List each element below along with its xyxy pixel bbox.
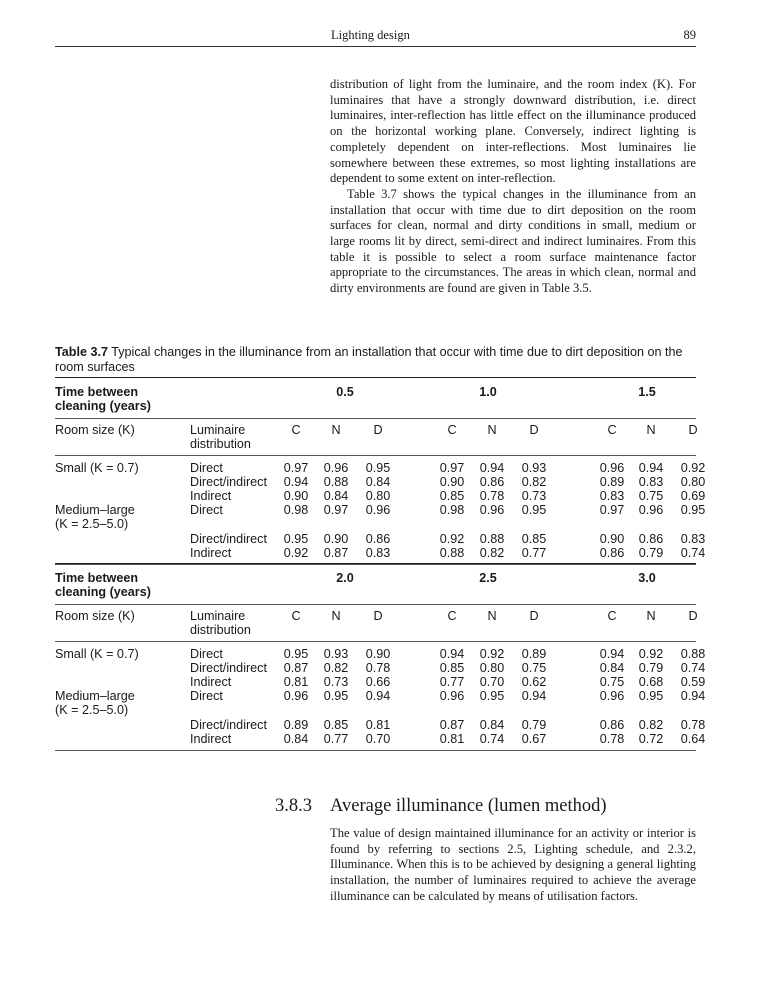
condition-header-n: N — [646, 609, 656, 623]
value-cell: 0.97 — [323, 503, 349, 517]
value-cell: 0.59 — [680, 675, 706, 689]
section-heading — [275, 796, 705, 817]
condition-header-c: C — [607, 423, 617, 437]
value-cell: 0.80 — [479, 661, 505, 675]
paragraph-1: distribution of light from the luminaire, and the room index (K). For luminaires that have a strongly downward distribution, i.e. direct luminaires, inter-reflection has little effect on the illuminance produced on the horizontal working plane. Conversely, indirect lighting is completely dependent on inter-reflections. Most luminaires lie somewhere between these extremes, so most lighting installations are dependent to some extent on inter-reflection. — [330, 77, 696, 186]
value-cell: 0.77 — [521, 546, 547, 560]
value-cell: 0.89 — [521, 647, 547, 661]
header-rule — [55, 46, 696, 47]
table-rule-bottom — [55, 564, 696, 565]
value-cell: 0.96 — [439, 689, 465, 703]
value-cell: 0.82 — [323, 661, 349, 675]
value-cell: 0.92 — [479, 647, 505, 661]
value-cell: 0.96 — [479, 503, 505, 517]
table-rule-mid — [55, 455, 696, 456]
table-rule-mid — [55, 604, 696, 605]
value-cell: 0.94 — [365, 689, 391, 703]
value-cell: 0.82 — [521, 475, 547, 489]
value-cell: 0.90 — [365, 647, 391, 661]
value-cell: 0.90 — [283, 489, 309, 503]
period-header: 1.5 — [638, 385, 656, 399]
value-cell: 0.94 — [599, 647, 625, 661]
value-cell: 0.95 — [365, 461, 391, 475]
value-cell: 0.84 — [479, 718, 505, 732]
luminaire-label: Luminaire — [190, 423, 246, 437]
distribution-label: distribution — [190, 437, 251, 451]
room-size-medium-large: Medium–large — [55, 689, 135, 703]
condition-header-c: C — [291, 423, 301, 437]
value-cell: 0.94 — [283, 475, 309, 489]
value-cell: 0.96 — [599, 461, 625, 475]
section-body: The value of design maintained illuminance for an activity or interior is found by referring to sections 2.5, Lighting schedule, and 2.3.2, Illuminance. When this is to be achieved by designing a general lighting installation, the number of luminaires required to achieve the average illuminance can be calculated by means of utilisation factors. — [330, 826, 696, 903]
value-cell: 0.94 — [521, 689, 547, 703]
time-between-label: Time between — [55, 385, 139, 399]
table-caption-text: Typical changes in the illuminance from an installation that occur with time due to dirt deposition on the room surfaces — [55, 345, 683, 374]
value-cell: 0.90 — [323, 532, 349, 546]
condition-header-c: C — [291, 609, 301, 623]
value-cell: 0.85 — [323, 718, 349, 732]
value-cell: 0.83 — [638, 475, 664, 489]
value-cell: 0.96 — [599, 689, 625, 703]
value-cell: 0.82 — [479, 546, 505, 560]
table-rule-top — [55, 563, 696, 564]
section-title: Average illuminance (lumen method) — [330, 796, 607, 816]
paragraph-2: Table 3.7 shows the typical changes in the illuminance from an installation that occur with time due to dirt deposition on the room surfaces for clean, normal and dirty conditions in small, medium or large rooms lit by direct, semi-direct and indirect luminaires. From this table it is possible to select a room surface maintenance factor appropriate to the circumstances. The areas in which clean, normal and dirty environments are found are given in Table 3.5. — [330, 186, 696, 296]
running-head — [55, 28, 696, 44]
value-cell: 0.64 — [680, 732, 706, 746]
body-text — [330, 77, 696, 297]
section-number: 3.8.3 — [275, 796, 312, 816]
value-cell: 0.87 — [283, 661, 309, 675]
value-cell: 0.90 — [439, 475, 465, 489]
value-cell: 0.92 — [680, 461, 706, 475]
value-cell: 0.96 — [283, 689, 309, 703]
room-size-label: Room size (K) — [55, 423, 135, 437]
distribution-cell: Indirect — [190, 732, 232, 746]
condition-header-c: C — [447, 609, 457, 623]
table-rule-bottom — [55, 750, 696, 751]
room-size-small: Small (K = 0.7) — [55, 461, 139, 475]
value-cell: 0.79 — [521, 718, 547, 732]
condition-header-d: D — [373, 609, 383, 623]
condition-header-n: N — [331, 423, 341, 437]
condition-header-n: N — [331, 609, 341, 623]
value-cell: 0.77 — [323, 732, 349, 746]
value-cell: 0.78 — [365, 661, 391, 675]
value-cell: 0.93 — [521, 461, 547, 475]
value-cell: 0.83 — [365, 546, 391, 560]
value-cell: 0.68 — [638, 675, 664, 689]
condition-header-d: D — [529, 609, 539, 623]
distribution-cell: Direct — [190, 647, 223, 661]
value-cell: 0.73 — [521, 489, 547, 503]
value-cell: 0.95 — [521, 503, 547, 517]
value-cell: 0.86 — [365, 532, 391, 546]
room-size-label: Room size (K) — [55, 609, 135, 623]
value-cell: 0.92 — [283, 546, 309, 560]
distribution-cell: Direct/indirect — [190, 532, 267, 546]
value-cell: 0.85 — [439, 489, 465, 503]
period-header: 0.5 — [336, 385, 354, 399]
value-cell: 0.97 — [283, 461, 309, 475]
value-cell: 0.95 — [283, 647, 309, 661]
condition-header-n: N — [646, 423, 656, 437]
value-cell: 0.95 — [680, 503, 706, 517]
condition-header-d: D — [688, 423, 698, 437]
value-cell: 0.98 — [439, 503, 465, 517]
value-cell: 0.75 — [521, 661, 547, 675]
value-cell: 0.75 — [638, 489, 664, 503]
value-cell: 0.74 — [479, 732, 505, 746]
value-cell: 0.84 — [365, 475, 391, 489]
running-head-title: Lighting design — [331, 28, 410, 42]
value-cell: 0.96 — [323, 461, 349, 475]
distribution-cell: Direct/indirect — [190, 718, 267, 732]
condition-header-d: D — [688, 609, 698, 623]
room-size-medium-large-k: (K = 2.5–5.0) — [55, 517, 129, 531]
value-cell: 0.94 — [439, 647, 465, 661]
value-cell: 0.86 — [599, 546, 625, 560]
value-cell: 0.84 — [323, 489, 349, 503]
value-cell: 0.78 — [680, 718, 706, 732]
value-cell: 0.88 — [439, 546, 465, 560]
value-cell: 0.85 — [521, 532, 547, 546]
value-cell: 0.81 — [283, 675, 309, 689]
cleaning-years-label: cleaning (years) — [55, 585, 151, 599]
value-cell: 0.66 — [365, 675, 391, 689]
distribution-cell: Direct/indirect — [190, 661, 267, 675]
value-cell: 0.94 — [479, 461, 505, 475]
value-cell: 0.82 — [638, 718, 664, 732]
table-rule-mid — [55, 418, 696, 419]
value-cell: 0.92 — [638, 647, 664, 661]
value-cell: 0.75 — [599, 675, 625, 689]
value-cell: 0.94 — [680, 689, 706, 703]
value-cell: 0.81 — [439, 732, 465, 746]
distribution-cell: Direct — [190, 503, 223, 517]
condition-header-d: D — [373, 423, 383, 437]
value-cell: 0.98 — [283, 503, 309, 517]
page-number: 89 — [683, 28, 696, 42]
value-cell: 0.79 — [638, 546, 664, 560]
table-rule-mid — [55, 641, 696, 642]
value-cell: 0.95 — [638, 689, 664, 703]
value-cell: 0.83 — [599, 489, 625, 503]
condition-header-n: N — [487, 609, 497, 623]
distribution-cell: Direct — [190, 689, 223, 703]
value-cell: 0.88 — [323, 475, 349, 489]
value-cell: 0.78 — [479, 489, 505, 503]
period-header: 2.5 — [479, 571, 497, 585]
value-cell: 0.70 — [479, 675, 505, 689]
value-cell: 0.87 — [323, 546, 349, 560]
value-cell: 0.89 — [599, 475, 625, 489]
value-cell: 0.83 — [680, 532, 706, 546]
value-cell: 0.77 — [439, 675, 465, 689]
luminaire-label: Luminaire — [190, 609, 246, 623]
value-cell: 0.62 — [521, 675, 547, 689]
condition-header-c: C — [447, 423, 457, 437]
value-cell: 0.70 — [365, 732, 391, 746]
value-cell: 0.86 — [638, 532, 664, 546]
value-cell: 0.95 — [479, 689, 505, 703]
value-cell: 0.90 — [599, 532, 625, 546]
period-header: 1.0 — [479, 385, 497, 399]
table-rule-top — [55, 377, 696, 378]
room-size-medium-large: Medium–large — [55, 503, 135, 517]
value-cell: 0.96 — [365, 503, 391, 517]
table-caption — [55, 345, 700, 374]
value-cell: 0.87 — [439, 718, 465, 732]
value-cell: 0.97 — [439, 461, 465, 475]
value-cell: 0.78 — [599, 732, 625, 746]
distribution-cell: Direct/indirect — [190, 475, 267, 489]
distribution-cell: Direct — [190, 461, 223, 475]
distribution-cell: Indirect — [190, 489, 232, 503]
period-header: 3.0 — [638, 571, 656, 585]
distribution-label: distribution — [190, 623, 251, 637]
value-cell: 0.88 — [479, 532, 505, 546]
value-cell: 0.73 — [323, 675, 349, 689]
value-cell: 0.84 — [599, 661, 625, 675]
value-cell: 0.96 — [638, 503, 664, 517]
condition-header-n: N — [487, 423, 497, 437]
value-cell: 0.67 — [521, 732, 547, 746]
value-cell: 0.93 — [323, 647, 349, 661]
value-cell: 0.69 — [680, 489, 706, 503]
value-cell: 0.84 — [283, 732, 309, 746]
value-cell: 0.74 — [680, 661, 706, 675]
time-between-label: Time between — [55, 571, 139, 585]
table-caption-label: Table 3.7 — [55, 345, 108, 359]
value-cell: 0.88 — [680, 647, 706, 661]
value-cell: 0.72 — [638, 732, 664, 746]
value-cell: 0.86 — [599, 718, 625, 732]
room-size-small: Small (K = 0.7) — [55, 647, 139, 661]
condition-header-d: D — [529, 423, 539, 437]
value-cell: 0.89 — [283, 718, 309, 732]
value-cell: 0.86 — [479, 475, 505, 489]
cleaning-years-label: cleaning (years) — [55, 399, 151, 413]
condition-header-c: C — [607, 609, 617, 623]
value-cell: 0.94 — [638, 461, 664, 475]
value-cell: 0.95 — [283, 532, 309, 546]
distribution-cell: Indirect — [190, 675, 232, 689]
value-cell: 0.80 — [680, 475, 706, 489]
value-cell: 0.85 — [439, 661, 465, 675]
value-cell: 0.95 — [323, 689, 349, 703]
value-cell: 0.92 — [439, 532, 465, 546]
value-cell: 0.80 — [365, 489, 391, 503]
value-cell: 0.81 — [365, 718, 391, 732]
value-cell: 0.74 — [680, 546, 706, 560]
value-cell: 0.79 — [638, 661, 664, 675]
value-cell: 0.97 — [599, 503, 625, 517]
room-size-medium-large-k: (K = 2.5–5.0) — [55, 703, 129, 717]
distribution-cell: Indirect — [190, 546, 232, 560]
period-header: 2.0 — [336, 571, 354, 585]
